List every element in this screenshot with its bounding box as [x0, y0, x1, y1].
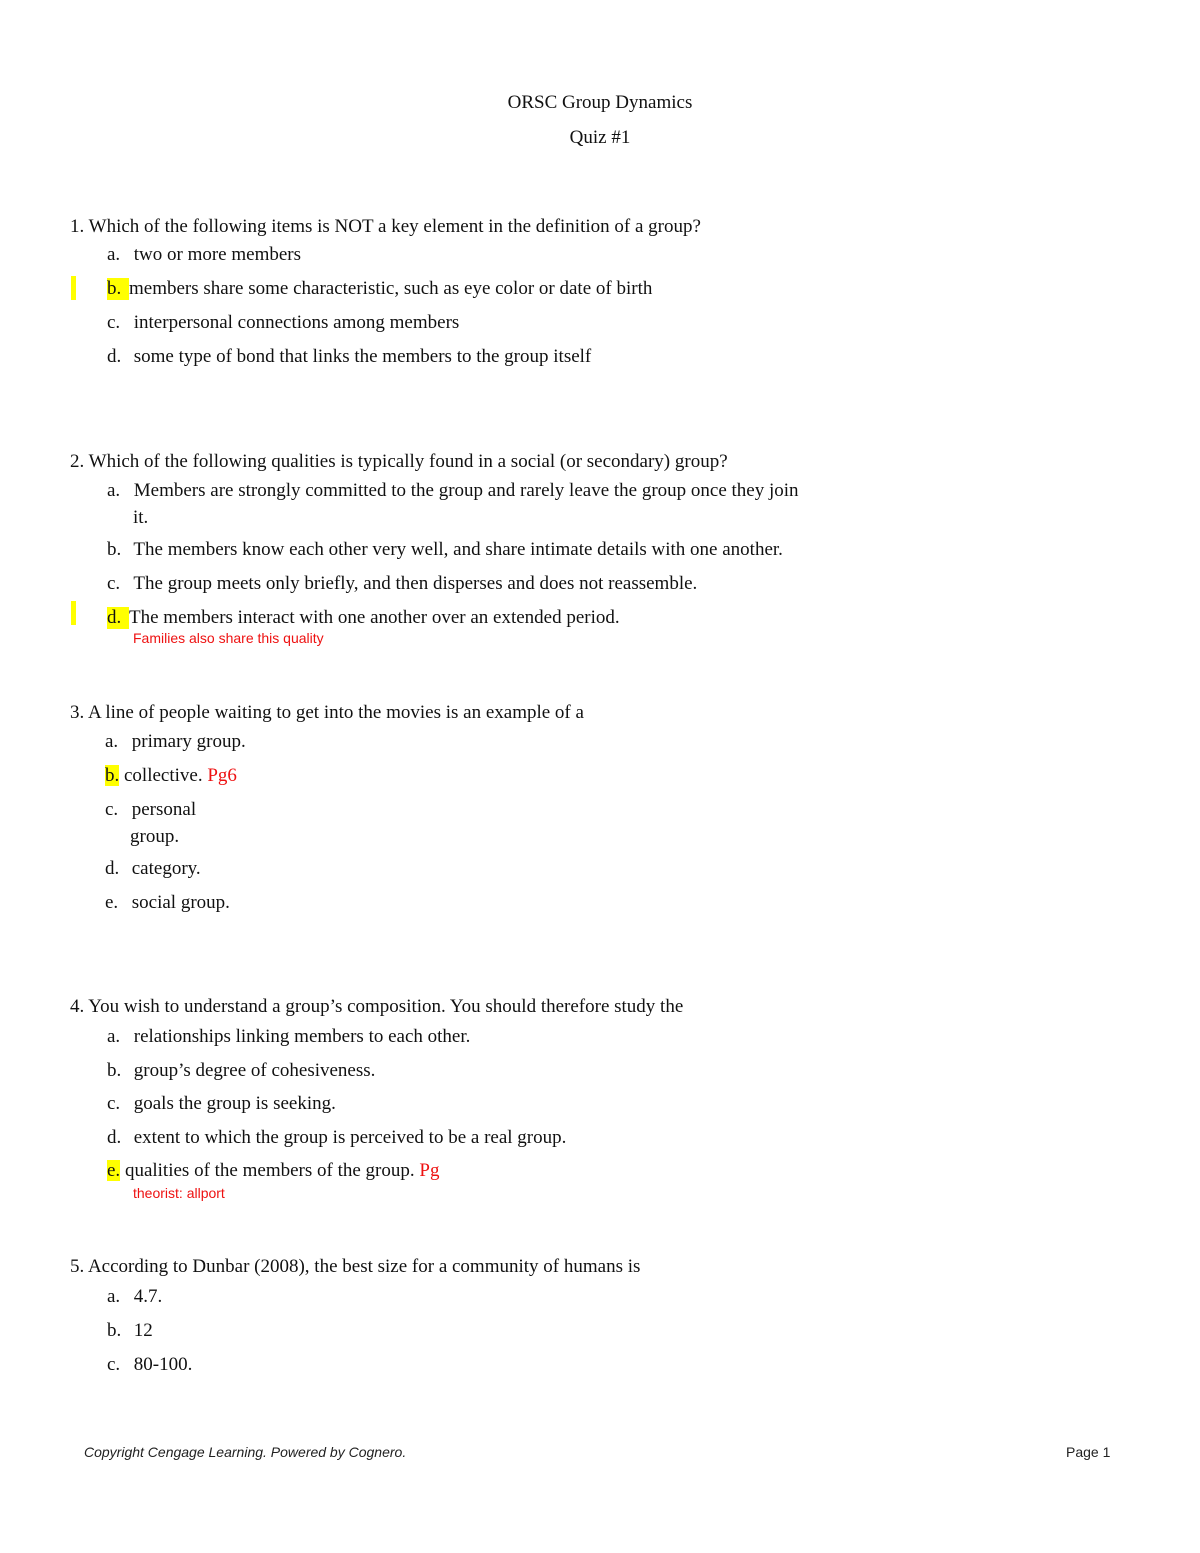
option-letter: a. [107, 480, 121, 501]
option-letter: a. [107, 1286, 121, 1307]
question-3-option-b [105, 765, 905, 787]
question-3-stem: 3. A line of people waiting to get into the movies is an example of a [70, 702, 584, 723]
question-2-option-c [107, 573, 907, 595]
question-3-option-d [105, 858, 905, 880]
question-3-option-a [105, 731, 905, 753]
option-text: Members are strongly committed to the group and rarely leave the group once they join [133, 480, 799, 501]
option-letter: c. [107, 1354, 121, 1375]
question-3-option-c-continuation: group. [130, 826, 180, 847]
question-1-stem: 1. Which of the following items is NOT a key element in the definition of a group? [70, 216, 701, 237]
option-letter: c. [107, 1093, 121, 1114]
quiz-title: Quiz #1 [569, 127, 631, 148]
option-letter: a. [107, 244, 121, 265]
question-2-option-b [107, 539, 907, 561]
question-2-note: Families also share this quality [133, 630, 324, 646]
question-4-option-d [107, 1127, 907, 1149]
selected-option-letter: d. [107, 607, 129, 629]
page-annotation: Pg [419, 1160, 440, 1181]
question-4-option-e [107, 1160, 907, 1182]
option-text: relationships linking members to each other. [133, 1026, 471, 1047]
option-letter: a. [105, 731, 119, 752]
selected-option-letter: e. [107, 1160, 121, 1181]
option-letter: c. [107, 573, 121, 594]
option-letter: b. [107, 1320, 122, 1341]
answer-marker [71, 276, 76, 300]
option-letter: e. [105, 892, 119, 913]
question-1-option-a [107, 244, 907, 266]
option-letter: d. [107, 346, 122, 367]
question-4-note: theorist: allport [133, 1185, 225, 1201]
question-2-option-d [107, 607, 907, 629]
option-text: members share some characteristic, such as eye color or date of birth [129, 278, 653, 299]
selected-option-letter: b. [105, 765, 120, 786]
option-text: The group meets only briefly, and then disperses and does not reassemble. [133, 573, 698, 594]
option-text: group’s degree of cohesiveness. [133, 1060, 376, 1081]
question-2-stem: 2. Which of the following qualities is typically found in a social (or secondary) group? [70, 451, 728, 472]
question-1-option-b [107, 278, 907, 300]
option-text: 12 [133, 1320, 153, 1341]
question-5-option-c [107, 1354, 907, 1376]
question-4-option-b [107, 1060, 907, 1082]
option-text: extent to which the group is perceived to be a real group. [133, 1127, 567, 1148]
option-text: social group. [131, 892, 230, 913]
option-text: The members know each other very well, and share intimate details with one another. [133, 539, 783, 560]
question-4-option-c [107, 1093, 907, 1115]
question-3-option-e [105, 892, 905, 914]
question-4-option-a [107, 1026, 907, 1048]
selected-option-letter: b. [107, 278, 129, 300]
question-3-option-c [105, 799, 905, 821]
copyright-footer: Copyright Cengage Learning. Powered by Cognero. [84, 1444, 407, 1460]
question-5-stem: 5. According to Dunbar (2008), the best size for a community of humans is [70, 1256, 641, 1277]
question-5-option-b [107, 1320, 907, 1342]
question-5-option-a [107, 1286, 907, 1308]
option-text: personal [131, 799, 197, 820]
question-1-option-c [107, 312, 907, 334]
option-text: interpersonal connections among members [133, 312, 460, 333]
course-title: ORSC Group Dynamics [507, 92, 693, 113]
option-text: The members interact with one another over an extended period. [129, 607, 620, 628]
question-1-option-d [107, 346, 907, 368]
question-4-stem: 4. You wish to understand a group’s composition. You should therefore study the [70, 996, 684, 1017]
option-letter: d. [105, 858, 120, 879]
option-letter: d. [107, 1127, 122, 1148]
option-text: primary group. [131, 731, 246, 752]
option-text: some type of bond that links the members to the group itself [133, 346, 592, 367]
question-2-option-a-continuation: it. [133, 507, 149, 528]
option-letter: b. [107, 1060, 122, 1081]
page-number: Page 1 [1066, 1444, 1111, 1460]
option-text: 4.7. [133, 1286, 163, 1307]
page-annotation: Pg6 [207, 765, 237, 786]
option-text: collective. [124, 765, 203, 786]
option-text: 80-100. [133, 1354, 193, 1375]
option-letter: b. [107, 539, 122, 560]
option-text: qualities of the members of the group. [124, 1160, 415, 1181]
answer-marker [71, 601, 76, 625]
option-text: category. [131, 858, 201, 879]
option-letter: c. [105, 799, 119, 820]
option-text: two or more members [133, 244, 302, 265]
option-text: goals the group is seeking. [133, 1093, 336, 1114]
question-2-option-a [107, 480, 907, 502]
option-letter: a. [107, 1026, 121, 1047]
option-letter: c. [107, 312, 121, 333]
